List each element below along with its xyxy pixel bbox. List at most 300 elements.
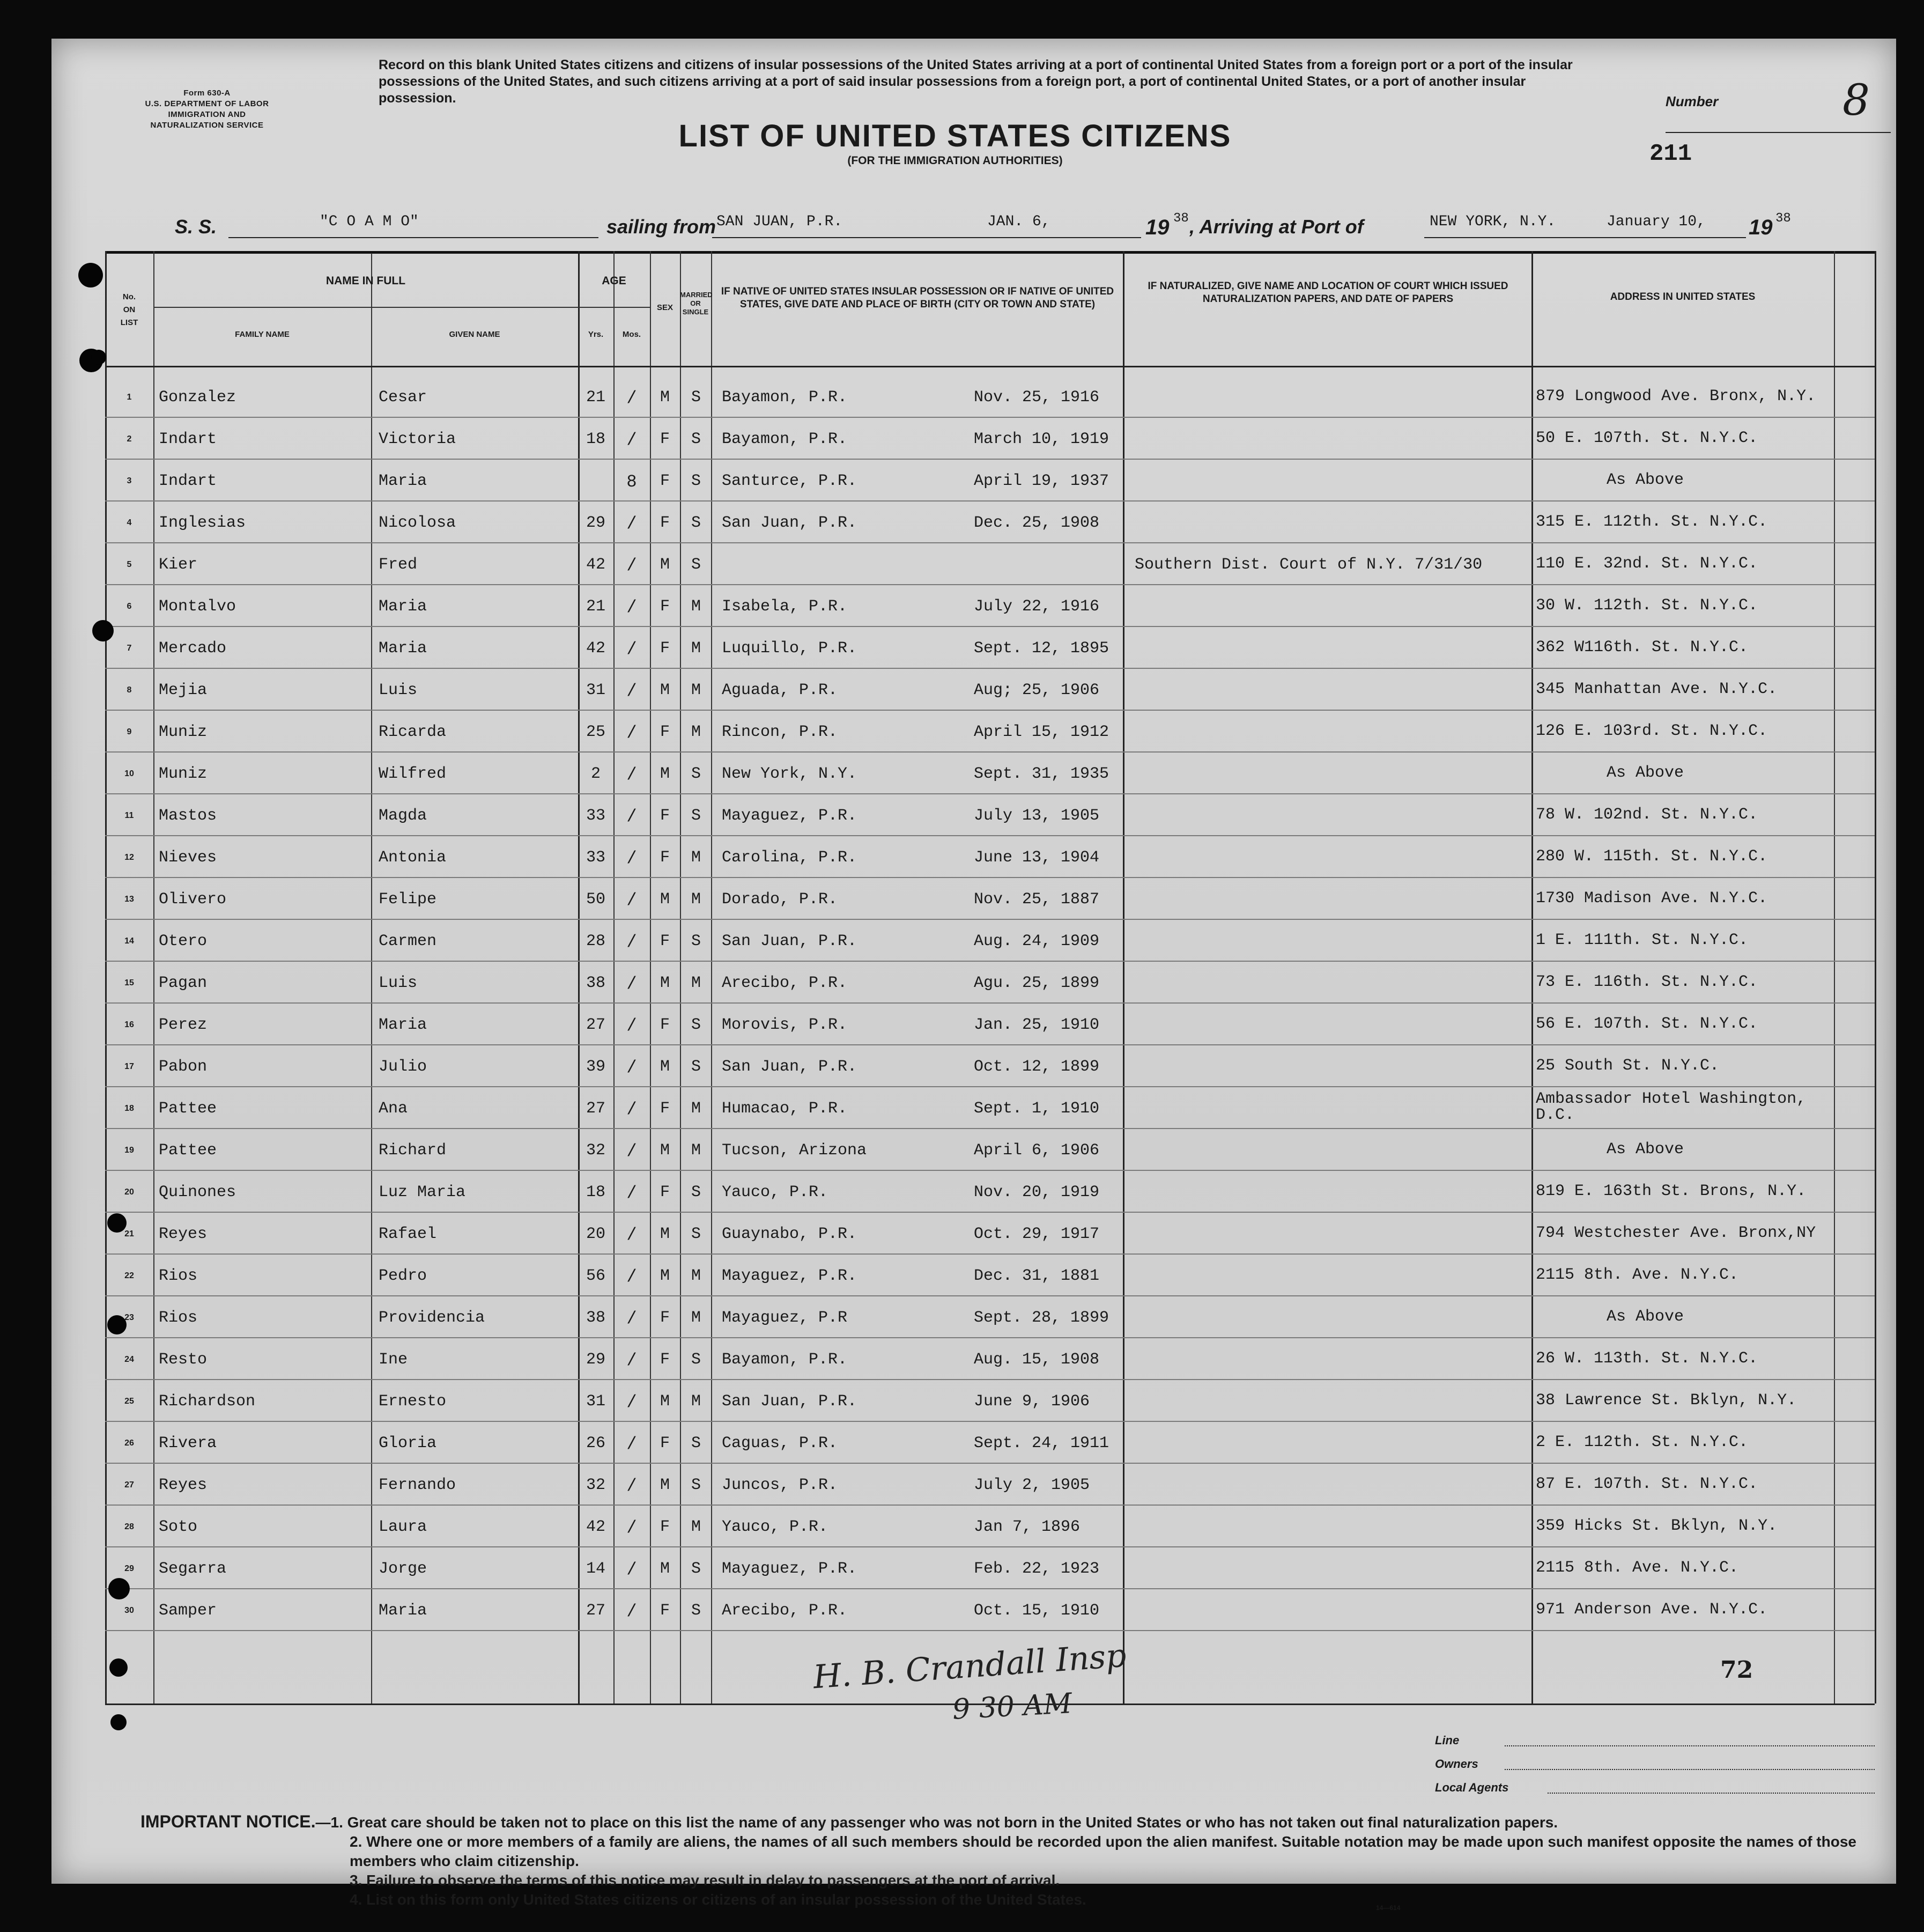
cell-yrs: 25: [586, 723, 605, 741]
header-age: AGE: [602, 275, 626, 287]
cell-mar: M: [691, 890, 701, 909]
cell-no: 25: [124, 1397, 134, 1406]
cell-no: 6: [127, 602, 132, 611]
binder-hole: [108, 1578, 130, 1599]
cell-mar: M: [691, 1309, 701, 1327]
cell-family: Quinones: [159, 1183, 236, 1201]
cell-mar: S: [691, 1560, 701, 1578]
cell-yrs: 29: [586, 514, 605, 532]
header-given-name: GIVEN NAME: [449, 330, 500, 339]
notice-item-3: [140, 1871, 1873, 1890]
footer-line-field: [1435, 1734, 1875, 1757]
cell-mos: /: [626, 1016, 637, 1036]
header-divider: [153, 307, 578, 308]
notice-item-2: [140, 1832, 1873, 1871]
cell-family: Nieves: [159, 849, 217, 867]
arrival-port: NEW YORK, N.Y.: [1430, 213, 1556, 230]
cell-yrs: 33: [586, 807, 605, 825]
dotted-line: [1505, 1745, 1875, 1746]
cell-given: Maria: [379, 472, 427, 490]
binder-hole: [92, 620, 114, 641]
cell-family: Montalvo: [159, 598, 236, 616]
cell-mos: /: [626, 1392, 637, 1412]
cell-family: Richardson: [159, 1392, 256, 1411]
cell-yrs: 27: [586, 1016, 605, 1034]
cell-yrs: 29: [586, 1351, 605, 1369]
cell-sex: F: [660, 1183, 670, 1201]
binder-hole: [107, 1213, 127, 1233]
cell-sex: F: [660, 1434, 670, 1452]
cell-addr: 879 Longwood Ave. Bronx, N.Y.: [1536, 387, 1816, 405]
cell-given: Ricarda: [379, 723, 447, 741]
cell-place: Mayaguez, P.R.: [722, 1267, 857, 1285]
cell-sex: M: [660, 1225, 670, 1243]
header-divider: [578, 307, 650, 308]
cell-sex: F: [660, 1100, 670, 1118]
ship-name: "C O A M O": [320, 213, 419, 230]
cell-mos: /: [626, 1351, 637, 1370]
cell-place: Arecibo, P.R.: [722, 974, 848, 992]
cell-mar: M: [691, 1518, 701, 1536]
cell-nat: Southern Dist. Court of N.Y. 7/31/30: [1135, 556, 1483, 574]
number-label: Number: [1666, 93, 1719, 109]
cell-no: 13: [124, 895, 134, 904]
cell-yrs: 42: [586, 556, 605, 574]
cell-mos: /: [626, 890, 637, 910]
table-row: [105, 1254, 1875, 1296]
cell-addr: 25 South St. N.Y.C.: [1536, 1057, 1720, 1075]
cell-family: Inglesias: [159, 514, 246, 532]
footer-owners-label: Owners: [1435, 1757, 1478, 1771]
cell-yrs: 14: [586, 1560, 605, 1578]
cell-family: Soto: [159, 1518, 198, 1536]
cell-dob: Sept. 28, 1899: [974, 1309, 1109, 1327]
cell-no: 22: [124, 1271, 134, 1280]
cell-place: Santurce, P.R.: [722, 472, 857, 490]
cell-given: Maria: [379, 1016, 427, 1034]
cell-addr: 73 E. 116th. St. N.Y.C.: [1536, 973, 1758, 991]
cell-sex: M: [660, 1476, 670, 1494]
table-row: [105, 752, 1875, 794]
cell-no: 4: [127, 518, 132, 527]
cell-mos: /: [626, 1058, 637, 1078]
cell-dob: Oct. 12, 1899: [974, 1058, 1100, 1076]
cell-place: Aguada, P.R.: [722, 681, 838, 699]
cell-family: Samper: [159, 1602, 217, 1620]
cell-addr: 50 E. 107th. St. N.Y.C.: [1536, 429, 1758, 447]
cell-yrs: 42: [586, 639, 605, 658]
cell-place: Isabela, P.R.: [722, 598, 848, 616]
cell-mar: M: [691, 1392, 701, 1411]
cell-no: 12: [124, 853, 134, 862]
table-row: [105, 794, 1875, 836]
cell-yrs: 56: [586, 1267, 605, 1285]
cell-place: Bayamon, P.R.: [722, 430, 848, 448]
cell-yrs: 26: [586, 1434, 605, 1452]
cell-place: Luquillo, P.R.: [722, 639, 857, 658]
table-row: [105, 1170, 1875, 1212]
cell-no: 15: [124, 978, 134, 987]
cell-sex: F: [660, 1602, 670, 1620]
header-naturalized: IF NATURALIZED, GIVE NAME AND LOCATION OF COURT WHICH ISSUED NATURALIZATION PAPERS, AND DATE OF PAPERS: [1148, 281, 1508, 305]
cell-yrs: 31: [586, 681, 605, 699]
table-row: [105, 919, 1875, 961]
cell-mar: S: [691, 1058, 701, 1076]
cell-no: 28: [124, 1522, 134, 1531]
cell-given: Magda: [379, 807, 427, 825]
header-mos: Mos.: [622, 330, 641, 339]
cell-no: 11: [124, 811, 134, 820]
number-value: 8: [1842, 75, 1870, 125]
cell-place: Guaynabo, P.R.: [722, 1225, 857, 1243]
cell-mar: S: [691, 1476, 701, 1494]
table-row: [105, 1463, 1875, 1505]
cell-given: Maria: [379, 598, 427, 616]
cell-addr: 38 Lawrence St. Bklyn, N.Y.: [1536, 1391, 1797, 1410]
cell-dob: Sept. 31, 1935: [974, 765, 1109, 783]
cell-addr: As Above: [1607, 1308, 1684, 1326]
cell-given: Laura: [379, 1518, 427, 1536]
footer-owners-field: [1435, 1757, 1875, 1781]
table-row: [105, 1589, 1875, 1631]
cell-yrs: 33: [586, 849, 605, 867]
table-row: [105, 543, 1875, 585]
cell-addr: 1 E. 111th. St. N.Y.C.: [1536, 931, 1749, 949]
ss-label: S. S.: [175, 216, 217, 238]
header-birth: IF NATIVE OF UNITED STATES INSULAR POSSESSION OR IF NATIVE OF UNITED STATES, GIVE DATE AND PLACE OF BIRTH (CITY OR TOWN AND STATE): [721, 286, 1114, 310]
inspection-time: 9 30 AM: [951, 1687, 1073, 1726]
cell-dob: Oct. 15, 1910: [974, 1602, 1100, 1620]
inspector-signature: H. B. Crandall Insp: [812, 1636, 1128, 1697]
cell-given: Victoria: [379, 430, 456, 448]
cell-place: San Juan, P.R.: [722, 932, 857, 950]
binder-hole: [107, 1315, 127, 1334]
cell-mos: /: [626, 1602, 637, 1621]
cell-sex: M: [660, 765, 670, 783]
arrival-year-suffix: 38: [1775, 211, 1791, 226]
binder-hole: [110, 1714, 127, 1730]
cell-family: Rios: [159, 1267, 198, 1285]
cell-addr: 26 W. 113th. St. N.Y.C.: [1536, 1350, 1758, 1368]
cell-family: Muniz: [159, 723, 208, 741]
cell-mar: S: [691, 472, 701, 490]
cell-place: Caguas, P.R.: [722, 1434, 838, 1452]
header-address: ADDRESS IN UNITED STATES: [1610, 291, 1756, 303]
cell-no: 5: [127, 560, 132, 569]
cell-yrs: 42: [586, 1518, 605, 1536]
cell-sex: F: [660, 932, 670, 950]
cell-mar: S: [691, 1016, 701, 1034]
table-row: [105, 1045, 1875, 1087]
arriving-label: , Arriving at Port of: [1189, 216, 1364, 238]
cell-mar: M: [691, 598, 701, 616]
cell-mos: 8: [626, 472, 637, 492]
cell-mar: S: [691, 1351, 701, 1369]
cell-sex: F: [660, 807, 670, 825]
cell-no: 24: [124, 1355, 134, 1364]
cell-mos: /: [626, 723, 637, 743]
table-row: [105, 1421, 1875, 1463]
cell-yrs: 32: [586, 1141, 605, 1160]
cell-mos: /: [626, 1309, 637, 1329]
cell-addr: 2115 8th. Ave. N.Y.C.: [1536, 1266, 1739, 1284]
cell-yrs: 28: [586, 932, 605, 950]
row-rule: [105, 1630, 1875, 1631]
header-yrs: Yrs.: [588, 330, 604, 339]
cell-mar: M: [691, 974, 701, 992]
cell-addr: 971 Anderson Ave. N.Y.C.: [1536, 1601, 1768, 1619]
cell-mar: S: [691, 765, 701, 783]
notice-item-4: [140, 1890, 1873, 1909]
cell-no: 27: [124, 1480, 134, 1489]
cell-mos: /: [626, 765, 637, 785]
cell-dob: Sept. 24, 1911: [974, 1434, 1109, 1452]
cell-dob: June 13, 1904: [974, 849, 1100, 867]
sailing-date: JAN. 6,: [987, 213, 1050, 230]
header-bottom-border: [105, 366, 1875, 367]
cell-no: 23: [124, 1313, 134, 1322]
cell-given: Luis: [379, 681, 418, 699]
cell-addr: As Above: [1607, 764, 1684, 782]
binder-hole: [91, 350, 106, 365]
cell-family: Kier: [159, 556, 198, 574]
cell-sex: M: [660, 388, 670, 407]
cell-family: Pattee: [159, 1141, 217, 1160]
cell-sex: M: [660, 890, 670, 909]
cell-place: Mayaguez, P.R.: [722, 1560, 857, 1578]
cell-dob: Nov. 20, 1919: [974, 1183, 1100, 1201]
cell-mar: M: [691, 681, 701, 699]
cell-addr: 819 E. 163th St. Brons, N.Y.: [1536, 1182, 1807, 1200]
cell-place: New York, N.Y.: [722, 765, 857, 783]
cell-given: Cesar: [379, 388, 427, 407]
corner-mark: 72: [1720, 1656, 1753, 1684]
cell-place: Bayamon, P.R.: [722, 388, 848, 407]
cell-place: Yauco, P.R.: [722, 1518, 828, 1536]
cell-no: 21: [124, 1229, 134, 1238]
cell-family: Reyes: [159, 1225, 208, 1243]
cell-mos: /: [626, 1518, 637, 1538]
cell-sex: F: [660, 1518, 670, 1536]
cell-dob: April 15, 1912: [974, 723, 1109, 741]
table-row: [105, 1547, 1875, 1589]
cell-no: 26: [124, 1439, 134, 1448]
footer-line-label: Line: [1435, 1734, 1460, 1747]
cell-yrs: 31: [586, 1392, 605, 1411]
cell-no: 20: [124, 1188, 134, 1197]
header-sex: SEX: [656, 303, 673, 312]
cell-mos: /: [626, 1225, 637, 1245]
cell-mos: /: [626, 1476, 637, 1496]
page-title: LIST OF UNITED STATES CITIZENS: [678, 119, 1232, 153]
col-border: [1875, 251, 1876, 1704]
cell-no: 19: [124, 1146, 134, 1155]
cell-dob: Agu. 25, 1899: [974, 974, 1100, 992]
cell-yrs: 27: [586, 1602, 605, 1620]
cell-dob: Oct. 29, 1917: [974, 1225, 1100, 1243]
notice-text: 2. Where one or more members of a family are aliens, the names of all such members should be recorded upon the alien manifest. Suitable notation may be made upon such manifest opposite the names of those members who claim citizenship.: [350, 1833, 1856, 1869]
cell-dob: Jan 7, 1896: [974, 1518, 1081, 1536]
cell-family: Reyes: [159, 1476, 208, 1494]
cell-no: 17: [124, 1062, 134, 1071]
cell-dob: June 9, 1906: [974, 1392, 1090, 1411]
cell-addr: As Above: [1607, 1140, 1684, 1159]
cell-yrs: 50: [586, 890, 605, 909]
cell-mos: /: [626, 1100, 637, 1119]
cell-no: 30: [124, 1606, 134, 1615]
cell-yrs: 38: [586, 1309, 605, 1327]
cell-sex: M: [660, 974, 670, 992]
cell-no: 3: [127, 476, 132, 485]
cell-family: Indart: [159, 472, 217, 490]
cell-family: Segarra: [159, 1560, 227, 1578]
cell-addr: 345 Manhattan Ave. N.Y.C.: [1536, 680, 1778, 698]
notice-text: 3. Failure to observe the terms of this notice may result in delay to passengers at the port of arrival.: [350, 1872, 1060, 1889]
cell-family: Rios: [159, 1309, 198, 1327]
voyage-line: [51, 200, 1896, 248]
cell-sex: F: [660, 1351, 670, 1369]
cell-addr: 110 E. 32nd. St. N.Y.C.: [1536, 555, 1758, 573]
cell-mar: S: [691, 430, 701, 448]
table-row: [105, 417, 1875, 459]
cell-mos: /: [626, 1560, 637, 1580]
cell-dob: Aug. 15, 1908: [974, 1351, 1100, 1369]
sailing-underline: [712, 237, 1141, 238]
cell-dob: Nov. 25, 1916: [974, 388, 1100, 407]
manifest-sheet: [51, 39, 1896, 1912]
table-top-border: [105, 251, 1875, 254]
cell-sex: F: [660, 514, 670, 532]
cell-place: Bayamon, P.R.: [722, 1351, 848, 1369]
cell-sex: M: [660, 1560, 670, 1578]
year-suffix: 38: [1173, 211, 1189, 226]
notice-item-1: [140, 1812, 1873, 1832]
list-number: [1666, 75, 1896, 125]
cell-family: Gonzalez: [159, 388, 236, 407]
table-row: [105, 668, 1875, 710]
cell-no: 10: [124, 769, 134, 778]
cell-dob: July 2, 1905: [974, 1476, 1090, 1494]
cell-yrs: 18: [586, 430, 605, 448]
table-row: [105, 1212, 1875, 1254]
cell-sex: M: [660, 1267, 670, 1285]
cell-family: Pagan: [159, 974, 208, 992]
cell-mar: M: [691, 1141, 701, 1160]
cell-place: San Juan, P.R.: [722, 514, 857, 532]
table-row: [105, 375, 1875, 417]
cell-sex: F: [660, 1309, 670, 1327]
cell-family: Mastos: [159, 807, 217, 825]
cell-yrs: 21: [586, 598, 605, 616]
cell-dob: Aug; 25, 1906: [974, 681, 1100, 699]
cell-yrs: 39: [586, 1058, 605, 1076]
cell-place: Rincon, P.R.: [722, 723, 838, 741]
cell-yrs: 21: [586, 388, 605, 407]
header-family-name: FAMILY NAME: [235, 330, 290, 339]
page-subtitle: (FOR THE IMMIGRATION AUTHORITIES): [847, 154, 1063, 167]
cell-mos: /: [626, 1434, 637, 1454]
cell-place: San Juan, P.R.: [722, 1392, 857, 1411]
cell-yrs: 32: [586, 1476, 605, 1494]
cell-yrs: 2: [590, 765, 601, 783]
table-row: [105, 1003, 1875, 1045]
cell-family: Resto: [159, 1351, 208, 1369]
cell-mos: /: [626, 639, 637, 659]
cell-mos: /: [626, 430, 637, 450]
cell-place: Tucson, Arizona: [722, 1141, 867, 1160]
cell-no: 2: [127, 434, 132, 444]
cell-mar: S: [691, 932, 701, 950]
cell-place: Carolina, P.R.: [722, 849, 857, 867]
cell-given: Gloria: [379, 1434, 437, 1452]
cell-no: 7: [127, 644, 132, 653]
cell-addr: As Above: [1607, 471, 1684, 489]
cell-no: 16: [124, 1020, 134, 1029]
cell-given: Carmen: [379, 932, 437, 950]
cell-mar: S: [691, 1434, 701, 1452]
cell-given: Luis: [379, 974, 418, 992]
cell-sex: F: [660, 598, 670, 616]
cell-addr: 126 E. 103rd. St. N.Y.C.: [1536, 722, 1768, 740]
header-name-in-full: NAME IN FULL: [325, 275, 406, 287]
cell-addr: 78 W. 102nd. St. N.Y.C.: [1536, 806, 1758, 824]
cell-family: Rivera: [159, 1434, 217, 1452]
cell-family: Pattee: [159, 1100, 217, 1118]
cell-mar: S: [691, 1183, 701, 1201]
cell-no: 14: [124, 936, 134, 946]
cell-addr: 2 E. 112th. St. N.Y.C.: [1536, 1433, 1749, 1451]
cell-given: Felipe: [379, 890, 437, 909]
table-row: [105, 877, 1875, 919]
cell-place: Arecibo, P.R.: [722, 1602, 848, 1620]
sheet-number: 211: [1649, 141, 1692, 167]
cell-mos: /: [626, 556, 637, 576]
cell-dob: Nov. 25, 1887: [974, 890, 1100, 909]
cell-dob: Sept. 12, 1895: [974, 639, 1109, 658]
cell-yrs: 38: [586, 974, 605, 992]
cell-given: Fred: [379, 556, 418, 574]
instruction-text: Record on this blank United States citizens and citizens of insular possessions of the United States arriving at a port of continental United States from a foreign port or a port of the insular possessions of the United States, and such citizens arriving at a port of said insular possessions from a foreign port, a port of continental United States, or a port of another insular possession.: [379, 57, 1573, 106]
cell-dob: Sept. 1, 1910: [974, 1100, 1100, 1118]
cell-dob: July 22, 1916: [974, 598, 1100, 616]
cell-family: Mercado: [159, 639, 227, 658]
cell-sex: F: [660, 430, 670, 448]
cell-mos: /: [626, 514, 637, 534]
cell-sex: M: [660, 556, 670, 574]
form-identifier: Form 630-A U.S. DEPARTMENT OF LABOR IMMIGRATION AND NATURALIZATION SERVICE: [145, 89, 269, 130]
cell-place: Mayaguez, P.R.: [722, 807, 857, 825]
cell-family: Olivero: [159, 890, 227, 909]
table-row: [105, 1380, 1875, 1421]
arrival-underline: [1424, 237, 1746, 238]
header-no: No. ON LIST: [120, 292, 138, 327]
cell-given: Ine: [379, 1351, 408, 1369]
cell-given: Jorge: [379, 1560, 427, 1578]
cell-mos: /: [626, 974, 637, 994]
ship-underline: [228, 237, 598, 238]
dotted-line: [1505, 1769, 1875, 1770]
cell-addr: 359 Hicks St. Bklyn, N.Y.: [1536, 1517, 1778, 1535]
cell-mos: /: [626, 1141, 637, 1161]
cell-sex: F: [660, 639, 670, 658]
cell-no: 18: [124, 1104, 134, 1113]
cell-sex: F: [660, 1016, 670, 1034]
cell-mos: /: [626, 1267, 637, 1287]
cell-dob: July 13, 1905: [974, 807, 1100, 825]
cell-addr: Ambassador Hotel Washington, D.C.: [1536, 1090, 1807, 1124]
cell-given: Maria: [379, 1602, 427, 1620]
footer-fields: [1435, 1734, 1875, 1804]
